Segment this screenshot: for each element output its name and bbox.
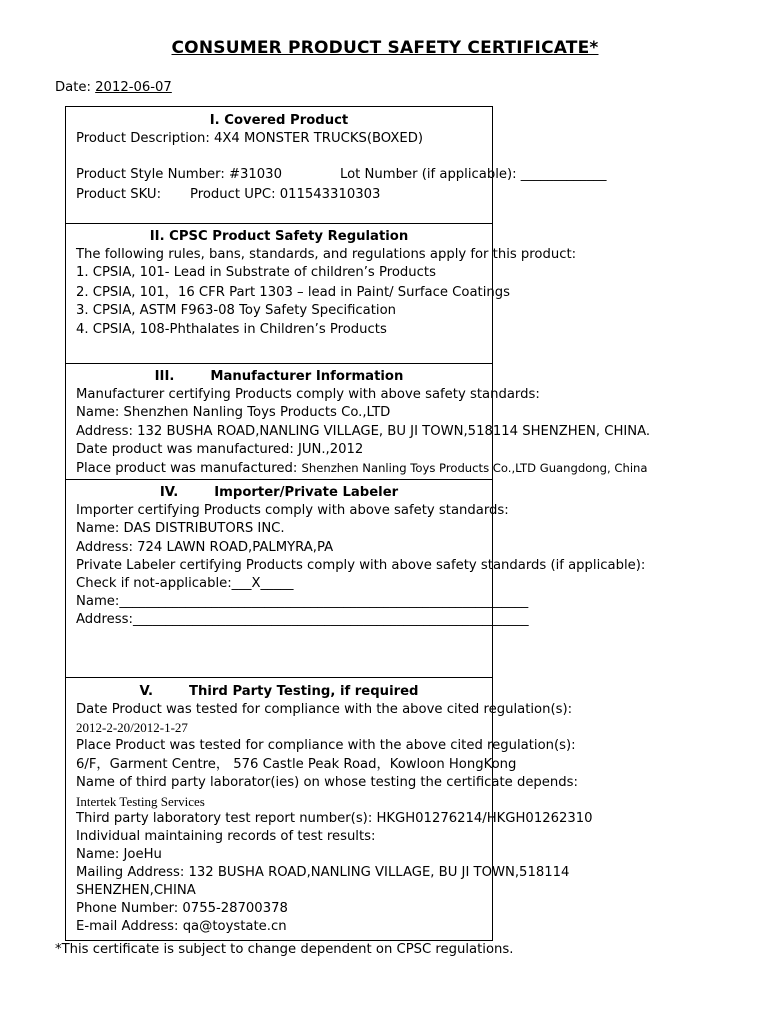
place-manufactured-value: Shenzhen Nanling Toys Products Co.,LTD Guangdong, China — [301, 461, 648, 475]
product-sku: Product SKU: — [76, 187, 162, 202]
footnote: *This certificate is subject to change dependent on CPSC regulations. — [55, 942, 514, 957]
product-description: Product Description: 4X4 MONSTER TRUCKS(BOXED) — [76, 131, 424, 146]
labeler-name-blank: Name:______________________________________________________________ — [76, 594, 529, 609]
place-tested-label: Place Product was tested for compliance with the above cited regulation(s): — [76, 738, 576, 753]
test-report-number: Third party laboratory test report number(s): HKGH01276214/HKGH01262310 — [76, 811, 593, 826]
section5-heading-number: V. — [139, 684, 154, 699]
product-style-number: Product Style Number: #31030 — [76, 167, 282, 182]
importer-name: Name: DAS DISTRIBUTORS INC. — [76, 521, 285, 536]
section5-heading-text: Third Party Testing, if required — [189, 684, 419, 699]
importer-certifying: Importer certifying Products comply with above safety standards: — [76, 503, 509, 518]
regulation-item: 3. CPSIA, ASTM F963-08 Toy Safety Specification — [76, 303, 397, 318]
section4-heading — [66, 484, 492, 502]
email-address: E-mail Address: qa@toystate.cn — [76, 919, 287, 934]
place-manufactured-label: Place product was manufactured: — [76, 461, 298, 476]
mailing-address-line1: Mailing Address: 132 BUSHA ROAD,NANLING VILLAGE, BU JI TOWN,518114 — [76, 865, 570, 880]
date-tested-label: Date Product was tested for compliance with the above cited regulation(s): — [76, 702, 573, 717]
place-manufactured — [76, 459, 648, 478]
section1-heading: I. Covered Product — [209, 113, 349, 128]
regulation-item: 4. CPSIA, 108-Phthalates in Children’s Products — [76, 322, 387, 337]
not-applicable-check: Check if not-applicable:___X_____ — [76, 576, 294, 591]
mailing-address-line2: SHENZHEN,CHINA — [76, 883, 196, 898]
section3-heading — [66, 368, 492, 386]
records-keeper-label: Individual maintaining records of test results: — [76, 829, 376, 844]
importer-address: Address: 724 LAWN ROAD,PALMYRA,PA — [76, 540, 334, 555]
private-labeler-certifying: Private Labeler certifying Products comply with above safety standards (if applicable): — [76, 558, 646, 573]
labeler-address-blank: Address:____________________________________________________________ — [76, 612, 529, 627]
date-manufactured: Date product was manufactured: JUN.,2012 — [76, 442, 364, 457]
regulation-item: 2. CPSIA, 101，16 CFR Part 1303 – lead in Paint/ Surface Coatings — [76, 285, 510, 300]
section3-heading-text: Manufacturer Information — [210, 369, 404, 384]
product-upc: Product UPC: 011543310303 — [190, 187, 381, 202]
section5-heading — [66, 683, 492, 701]
section-regulation — [66, 224, 577, 364]
date-value: 2012-06-07 — [95, 80, 172, 95]
manufacturer-address: Address: 132 BUSHA ROAD,NANLING VILLAGE, BU JI TOWN,518114 SHENZHEN, CHINA. — [76, 424, 651, 439]
section2-heading: II. CPSC Product Safety Regulation — [149, 229, 409, 244]
date-label: Date: — [55, 80, 91, 95]
section-third-party-testing — [66, 678, 593, 940]
date-tested-value: 2012-2-20/2012-1-27 — [76, 720, 188, 735]
lot-number: Lot Number (if applicable): _____________ — [340, 167, 607, 182]
phone-number: Phone Number: 0755-28700378 — [76, 901, 288, 916]
lab-name-label: Name of third party laborator(ies) on whose testing the certificate depends: — [76, 775, 578, 790]
manufacturer-name: Name: Shenzhen Nanling Toys Products Co.,LTD — [76, 405, 391, 420]
section4-heading-text: Importer/Private Labeler — [214, 485, 399, 500]
manufacturer-certifying: Manufacturer certifying Products comply with above safety standards: — [76, 387, 540, 402]
section3-heading-number: III. — [154, 369, 175, 384]
section4-heading-number: IV. — [159, 485, 179, 500]
date-line — [55, 80, 172, 95]
certificate-table — [65, 106, 651, 941]
section-covered-product — [66, 107, 607, 224]
section-manufacturer — [66, 364, 651, 480]
records-keeper-name: Name: JoeHu — [76, 847, 162, 862]
lab-name-value: Intertek Testing Services — [76, 794, 205, 809]
regulation-item: 1. CPSIA, 101- Lead in Substrate of children’s Products — [76, 265, 436, 280]
place-tested-value: 6/F，Garment Centre， 576 Castle Peak Road，Kowloon HongKong — [76, 757, 517, 772]
section-importer — [66, 480, 646, 678]
regulation-intro: The following rules, bans, standards, and regulations apply for this product: — [76, 247, 577, 262]
certificate-title: CONSUMER PRODUCT SAFETY CERTIFICATE* — [171, 38, 599, 58]
